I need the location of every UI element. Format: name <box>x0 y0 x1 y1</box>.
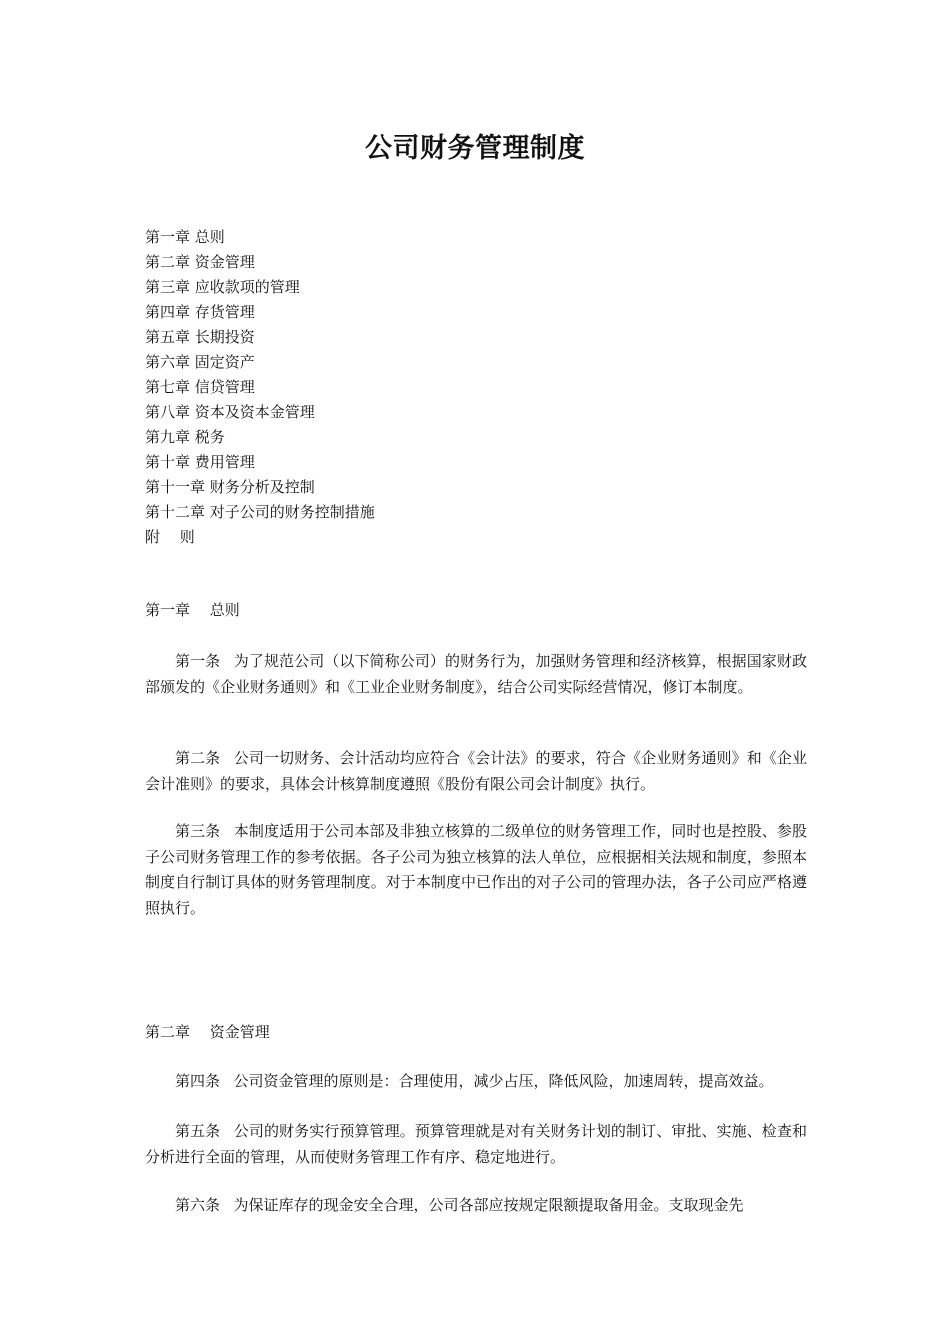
toc-item-appendix: 附 则 <box>145 528 195 546</box>
toc-item-8: 第八章 资本及资本金管理 <box>145 403 315 421</box>
article-1-text: 为了规范公司（以下简称公司）的财务行为，加强财务管理和经济核算，根据国家财政部颁发的《企业财务通则》和《工业企业财务制度》，结合公司实际经营情况，修订本制度。 <box>145 652 807 696</box>
table-of-contents <box>145 225 805 550</box>
toc-item-11: 第十一章 财务分析及控制 <box>145 478 315 496</box>
toc-item-2: 第二章 资金管理 <box>145 253 255 271</box>
toc-item-6: 第六章 固定资产 <box>145 353 255 371</box>
article-4 <box>145 1069 807 1095</box>
chapter-2-heading: 第二章 资金管理 <box>145 1023 270 1041</box>
document-title: 公司财务管理制度 <box>365 133 585 164</box>
toc-item-1: 第一章 总则 <box>145 228 225 246</box>
article-3 <box>145 819 807 921</box>
article-2-label: 第二条 <box>175 749 221 767</box>
chapter-1-heading: 第一章 总则 <box>145 601 240 619</box>
toc-item-12: 第十二章 对子公司的财务控制措施 <box>145 503 375 521</box>
article-4-label: 第四条 <box>175 1072 221 1090</box>
toc-item-5: 第五章 长期投资 <box>145 328 255 346</box>
article-4-text: 公司资金管理的原则是：合理使用，减少占压，降低风险，加速周转，提高效益。 <box>233 1072 774 1090</box>
article-2-text: 公司一切财务、会计活动均应符合《会计法》的要求，符合《企业财务通则》和《企业会计准则》的要求，具体会计核算制度遵照《股份有限公司会计制度》执行。 <box>145 749 807 793</box>
toc-item-10: 第十章 费用管理 <box>145 453 255 471</box>
article-3-text: 本制度适用于公司本部及非独立核算的二级单位的财务管理工作，同时也是控股、参股子公司财务管理工作的参考依据。各子公司为独立核算的法人单位，应根据相关法规和制度，参照本制度自行制订具体的财务管理制度。对于本制度中已作出的对子公司的管理办法，各子公司应严格遵照执行。 <box>145 822 807 917</box>
toc-item-7: 第七章 信贷管理 <box>145 378 255 396</box>
article-2 <box>145 746 807 797</box>
toc-item-4: 第四章 存货管理 <box>145 303 255 321</box>
article-5 <box>145 1119 807 1170</box>
article-6 <box>145 1193 807 1219</box>
article-6-label: 第六条 <box>175 1196 221 1214</box>
article-1-label: 第一条 <box>175 652 221 670</box>
toc-item-3: 第三章 应收款项的管理 <box>145 278 300 296</box>
article-6-text: 为保证库存的现金安全合理，公司各部应按规定限额提取备用金。支取现金先 <box>233 1196 744 1214</box>
article-3-label: 第三条 <box>175 822 221 840</box>
article-5-label: 第五条 <box>175 1122 221 1140</box>
article-5-text: 公司的财务实行预算管理。预算管理就是对有关财务计划的制订、审批、实施、检查和分析进行全面的管理，从而使财务管理工作有序、稳定地进行。 <box>145 1122 807 1166</box>
article-1 <box>145 649 807 700</box>
toc-item-9: 第九章 税务 <box>145 428 225 446</box>
